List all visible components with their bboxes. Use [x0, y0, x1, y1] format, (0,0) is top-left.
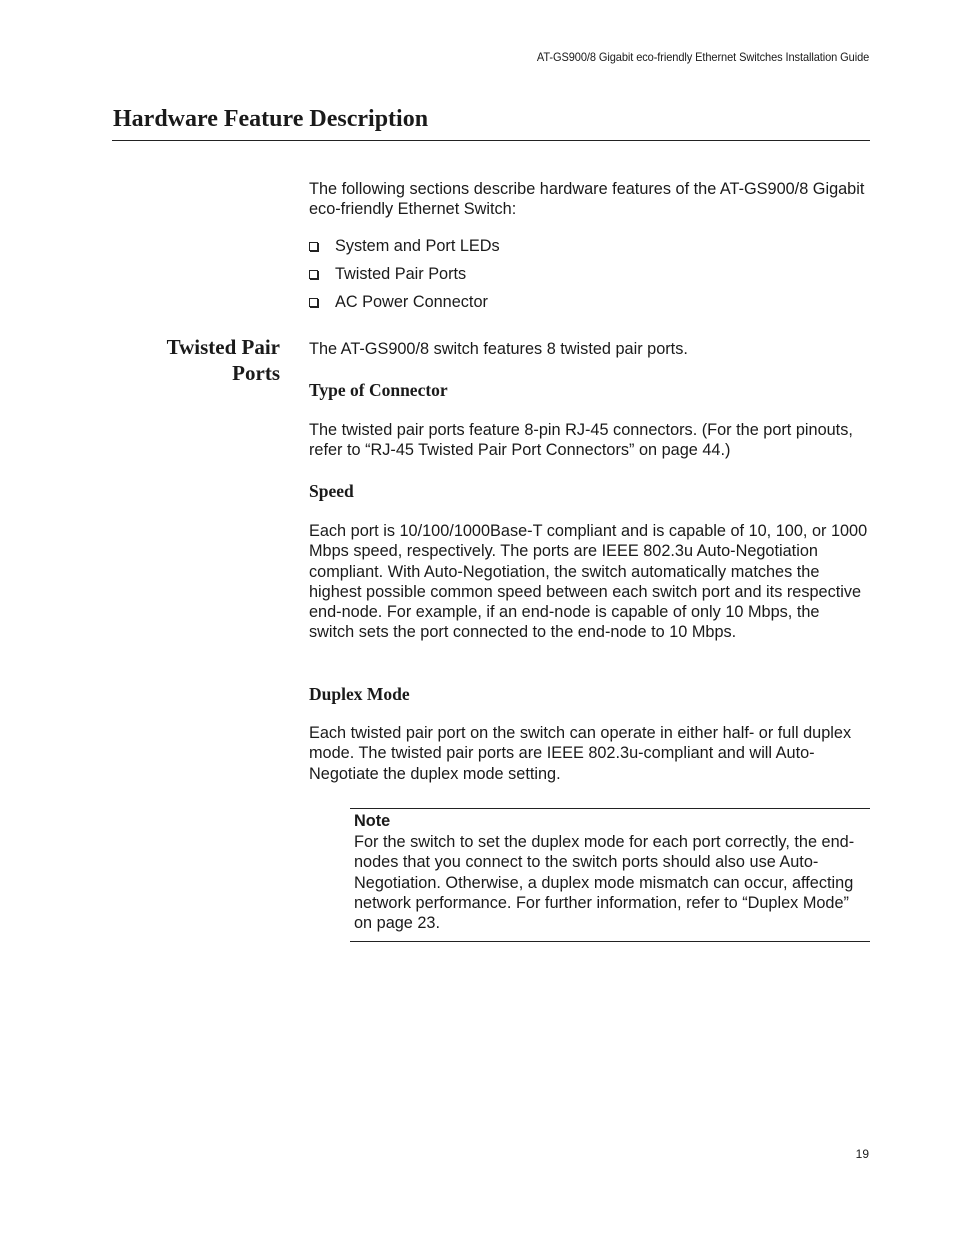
running-header: AT-GS900/8 Gigabit eco-friendly Ethernet Switches Installation Guide — [536, 50, 869, 64]
side-heading-line: Twisted Pair — [166, 335, 280, 359]
title-divider — [112, 140, 870, 141]
checkbox-bullet-icon — [309, 298, 318, 307]
section-title: Hardware Feature Description — [113, 106, 429, 132]
list-item — [309, 292, 500, 320]
side-heading-twisted-pair-ports — [167, 334, 280, 386]
speed-text: Each port is 10/100/1000Base-T compliant and is capable of 10, 100, or 1000 Mbps speed, respectively. The ports are IEEE 802.3u Auto-Negotiation compliant. With Auto-Negotiation, the switch automatically matches the highest possible common speed between each switch port and its respective end-node. For example, if an end-node is capable of only 10 Mbps, the switch sets the port connected to the end-node to 10 Mbps. — [309, 522, 868, 642]
checkbox-bullet-icon — [309, 270, 318, 279]
feature-list — [309, 236, 500, 320]
page-number: 19 — [855, 1147, 869, 1161]
note-top-rule — [350, 808, 870, 809]
duplex-text: Each twisted pair port on the switch can operate in either half- or full duplex mode. The twisted pair ports are IEEE 802.3u-compliant and will Auto-Negotiate the duplex mode setting. — [309, 724, 852, 783]
speed-heading: Speed — [309, 481, 354, 501]
list-item — [309, 236, 500, 264]
connector-heading: Type of Connector — [309, 380, 448, 400]
list-item — [309, 264, 500, 292]
list-item-label: System and Port LEDs — [335, 237, 500, 255]
checkbox-bullet-icon — [309, 242, 318, 251]
note-bottom-rule — [350, 941, 870, 942]
side-heading-line: Ports — [232, 361, 280, 385]
note-text: For the switch to set the duplex mode for each port correctly, the end-nodes that you connect to the switch ports should also use Auto-Negotiation. Otherwise, a duplex mode mismatch can occur, affecting network performance. For further information, refer to “Duplex Mode” on page 23. — [354, 833, 855, 933]
list-item-label: Twisted Pair Ports — [335, 265, 467, 283]
twisted-intro: The AT-GS900/8 switch features 8 twisted pair ports. — [309, 340, 688, 358]
section-intro: The following sections describe hardware features of the AT-GS900/8 Gigabit eco-friendly Ethernet Switch: — [309, 180, 865, 219]
connector-text: The twisted pair ports feature 8-pin RJ-45 connectors. (For the port pinouts, refer to “RJ-45 Twisted Pair Port Connectors” on page 44.) — [309, 421, 853, 460]
duplex-heading: Duplex Mode — [309, 684, 410, 704]
list-item-label: AC Power Connector — [335, 293, 488, 311]
note-label: Note — [354, 812, 391, 830]
